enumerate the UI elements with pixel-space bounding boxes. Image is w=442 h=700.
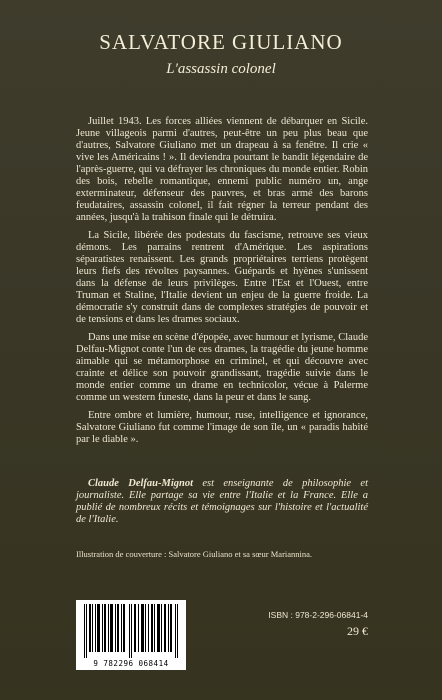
synopsis-paragraph: Entre ombre et lumière, humour, ruse, intelligence et ignorance, Salvatore Giuliano fut comme l'image de son île, un « paradis habité par le diable ». (76, 410, 368, 445)
synopsis-paragraph: Dans une mise en scène d'épopée, avec humour et lyrisme, Claude Delfau-Mignot conte l'un de ces drames, la tragédie du jeune homme aimable qui se métamorphose en criminel, et qui découvre avec crainte et délice son pouvoir grandissant, tragédie suivie dans le monde entier comme un drame en technicolor, vécue à Palerme comme un western funeste, dans la peur et dans le sang. (76, 332, 368, 403)
synopsis (76, 116, 368, 452)
synopsis-paragraph: La Sicile, libérée des podestats du fascisme, retrouve ses vieux démons. Les parrains rentrent d'Amérique. Les aspirations séparatistes renaissent. Les grands propriétaires terriens protègent leurs fiefs des révoltes paysannes. Guépards et hyènes s'unissent dans la défense de leurs privilèges. Entre l'Est et l'Ouest, entre Truman et Staline, l'Italie devient un enjeu de la guerre froide. La démocratie s'y construit dans de complexes stratégies de pouvoir et de tensions et dans les drames sociaux. (76, 230, 368, 325)
cover-illustration-credit: Illustration de couverture : Salvatore Giuliano et sa sœur Mariannina. (76, 549, 313, 559)
barcode-bars-icon (84, 604, 178, 658)
book-subtitle: L'assassin colonel (166, 61, 276, 77)
author-bio (76, 478, 368, 526)
price: 29 € (347, 624, 368, 638)
book-title: SALVATORE GIULIANO (99, 30, 343, 54)
barcode-digits: 9 782296 068414 (93, 659, 169, 668)
synopsis-paragraph: Juillet 1943. Les forces alliées viennent de débarquer en Sicile. Jeune villageois parmi d'autres, peut-être un peu plus beau que d'autres, Salvatore Giuliano met un drapeau à sa fenêtre. Il crie « vive les Américains ! ». Il deviendra pourtant le bandit légendaire de l'après-guerre, qui va défrayer les chroniques du monde entier. Robin des bois, rebelle romantique, ennemi public numéro un, ange exterminateur, défenseur des pauvres, et bras armé des barons feudataires, assassin colonel, il fait régner la terreur pendant des années, jusqu'à la trahison finale qui le détruira. (76, 116, 368, 223)
isbn: ISBN : 978-2-296-06841-4 (268, 610, 368, 620)
author-name: Claude Delfau-Mignot (88, 478, 194, 489)
barcode (76, 600, 186, 670)
author-bio-text: est enseignante de philosophie et journaliste. Elle partage sa vie entre l'Italie et la France. Elle a publié de nombreux récits et témoignages sur l'histoire et l'actualité de l'Italie. (76, 478, 368, 525)
